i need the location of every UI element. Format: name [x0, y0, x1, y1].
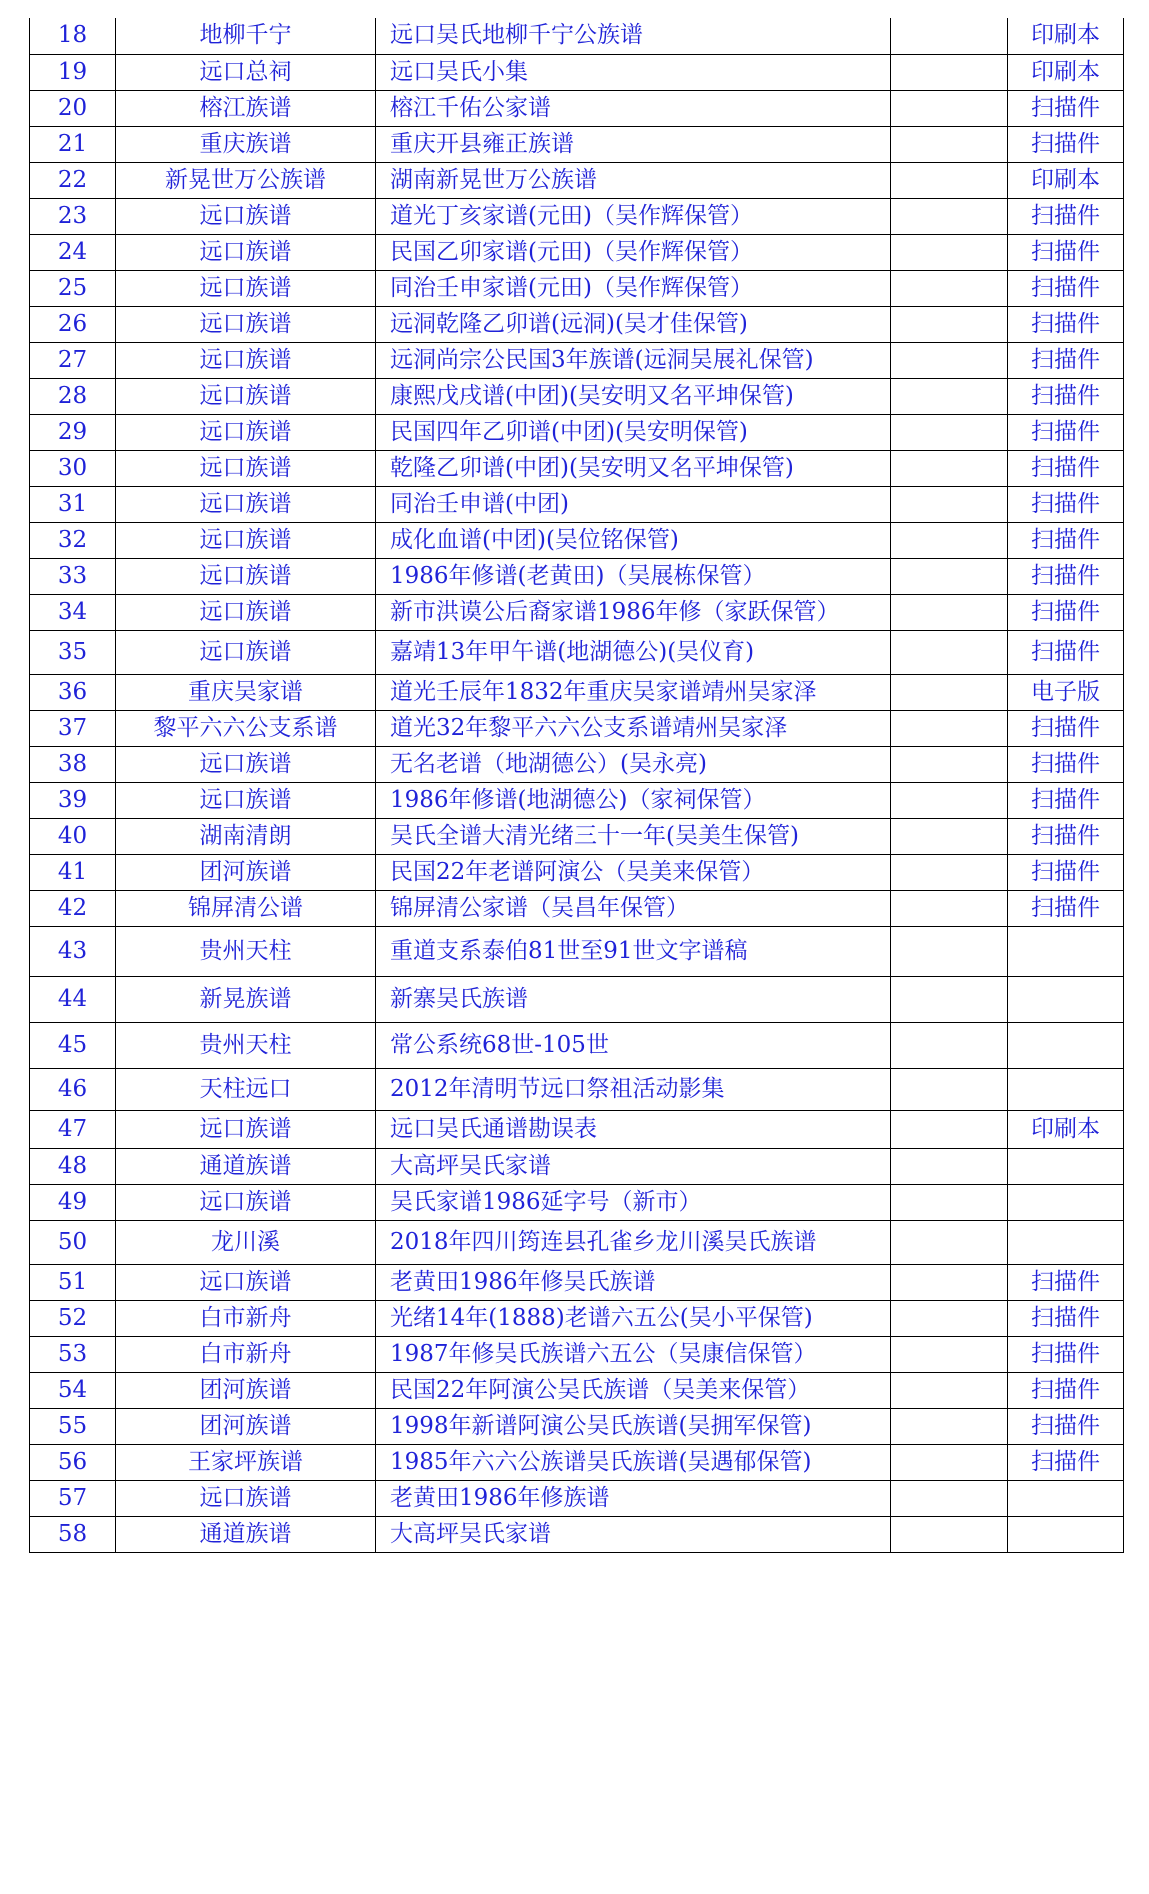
branch-cell: 新晃族谱 [116, 976, 376, 1022]
row-number-cell: 58 [30, 1516, 116, 1552]
table-row [30, 1068, 1124, 1110]
branch-cell: 远口总祠 [116, 54, 376, 90]
note-cell [891, 1336, 1008, 1372]
row-number-cell: 38 [30, 746, 116, 782]
table-row [30, 198, 1124, 234]
branch-cell: 湖南清朗 [116, 818, 376, 854]
table-row [30, 674, 1124, 710]
type-cell: 扫描件 [1008, 854, 1124, 890]
row-number-cell: 37 [30, 710, 116, 746]
branch-cell: 远口族谱 [116, 414, 376, 450]
branch-cell: 远口族谱 [116, 1110, 376, 1148]
table-row [30, 976, 1124, 1022]
row-number-cell: 24 [30, 234, 116, 270]
branch-cell: 锦屏清公谱 [116, 890, 376, 926]
title-cell: 常公系统68世-105世 [376, 1022, 891, 1068]
title-cell: 湖南新晃世万公族谱 [376, 162, 891, 198]
type-cell: 扫描件 [1008, 1264, 1124, 1300]
row-number-cell: 40 [30, 818, 116, 854]
row-number-cell: 36 [30, 674, 116, 710]
title-cell: 光绪14年(1888)老谱六五公(吴小平保管) [376, 1300, 891, 1336]
branch-cell: 团河族谱 [116, 854, 376, 890]
table-row [30, 126, 1124, 162]
row-number-cell: 51 [30, 1264, 116, 1300]
table-row [30, 630, 1124, 674]
note-cell [891, 1184, 1008, 1220]
note-cell [891, 54, 1008, 90]
row-number-cell: 29 [30, 414, 116, 450]
table-row [30, 486, 1124, 522]
note-cell [891, 1022, 1008, 1068]
genealogy-table [29, 18, 1124, 1553]
branch-cell: 远口族谱 [116, 1480, 376, 1516]
type-cell: 扫描件 [1008, 306, 1124, 342]
row-number-cell: 21 [30, 126, 116, 162]
branch-cell: 远口族谱 [116, 594, 376, 630]
title-cell: 2012年清明节远口祭祖活动影集 [376, 1068, 891, 1110]
type-cell: 扫描件 [1008, 126, 1124, 162]
row-number-cell: 23 [30, 198, 116, 234]
title-cell: 民国22年阿演公吴氏族谱（吴美来保管） [376, 1372, 891, 1408]
title-cell: 吴氏家谱1986延字号（新市） [376, 1184, 891, 1220]
table-body [30, 18, 1124, 1552]
note-cell [891, 854, 1008, 890]
table-row [30, 414, 1124, 450]
title-cell: 重道支系泰伯81世至91世文字谱稿 [376, 926, 891, 976]
table-row [30, 818, 1124, 854]
type-cell: 印刷本 [1008, 18, 1124, 54]
row-number-cell: 49 [30, 1184, 116, 1220]
note-cell [891, 486, 1008, 522]
note-cell [891, 270, 1008, 306]
row-number-cell: 44 [30, 976, 116, 1022]
branch-cell: 天柱远口 [116, 1068, 376, 1110]
note-cell [891, 126, 1008, 162]
branch-cell: 通道族谱 [116, 1516, 376, 1552]
note-cell [891, 90, 1008, 126]
branch-cell: 远口族谱 [116, 522, 376, 558]
note-cell [891, 306, 1008, 342]
branch-cell: 贵州天柱 [116, 1022, 376, 1068]
title-cell: 同治壬申家谱(元田)（吴作辉保管） [376, 270, 891, 306]
type-cell [1008, 1022, 1124, 1068]
type-cell: 印刷本 [1008, 54, 1124, 90]
title-cell: 大高坪吴氏家谱 [376, 1148, 891, 1184]
row-number-cell: 19 [30, 54, 116, 90]
type-cell: 扫描件 [1008, 1300, 1124, 1336]
note-cell [891, 746, 1008, 782]
note-cell [891, 1220, 1008, 1264]
title-cell: 远洞尚宗公民国3年族谱(远洞吴展礼保管) [376, 342, 891, 378]
type-cell: 扫描件 [1008, 746, 1124, 782]
branch-cell: 团河族谱 [116, 1408, 376, 1444]
title-cell: 1998年新谱阿演公吴氏族谱(吴拥军保管) [376, 1408, 891, 1444]
table-row [30, 594, 1124, 630]
table-row [30, 1110, 1124, 1148]
note-cell [891, 558, 1008, 594]
branch-cell: 地柳千宁 [116, 18, 376, 54]
title-cell: 远口吴氏地柳千宁公族谱 [376, 18, 891, 54]
branch-cell: 重庆吴家谱 [116, 674, 376, 710]
branch-cell: 远口族谱 [116, 746, 376, 782]
table-row [30, 270, 1124, 306]
type-cell: 扫描件 [1008, 594, 1124, 630]
type-cell: 扫描件 [1008, 234, 1124, 270]
branch-cell: 白市新舟 [116, 1336, 376, 1372]
row-number-cell: 25 [30, 270, 116, 306]
row-number-cell: 50 [30, 1220, 116, 1264]
note-cell [891, 1264, 1008, 1300]
type-cell [1008, 1148, 1124, 1184]
table-row [30, 890, 1124, 926]
table-row [30, 746, 1124, 782]
title-cell: 2018年四川筠连县孔雀乡龙川溪吴氏族谱 [376, 1220, 891, 1264]
type-cell [1008, 926, 1124, 976]
title-cell: 吴氏全谱大清光绪三十一年(吴美生保管) [376, 818, 891, 854]
branch-cell: 远口族谱 [116, 630, 376, 674]
type-cell [1008, 1516, 1124, 1552]
type-cell [1008, 1184, 1124, 1220]
branch-cell: 远口族谱 [116, 558, 376, 594]
note-cell [891, 1300, 1008, 1336]
branch-cell: 远口族谱 [116, 234, 376, 270]
table-row [30, 234, 1124, 270]
note-cell [891, 1480, 1008, 1516]
type-cell: 扫描件 [1008, 270, 1124, 306]
title-cell: 1985年六六公族谱吴氏族谱(吴遇郁保管) [376, 1444, 891, 1480]
title-cell: 无名老谱（地湖德公）(吴永亮) [376, 746, 891, 782]
branch-cell: 通道族谱 [116, 1148, 376, 1184]
table-row [30, 1336, 1124, 1372]
type-cell: 扫描件 [1008, 414, 1124, 450]
table-row [30, 1264, 1124, 1300]
branch-cell: 重庆族谱 [116, 126, 376, 162]
table-row [30, 54, 1124, 90]
row-number-cell: 53 [30, 1336, 116, 1372]
type-cell [1008, 1480, 1124, 1516]
type-cell: 扫描件 [1008, 558, 1124, 594]
table-row [30, 1022, 1124, 1068]
table-row [30, 1300, 1124, 1336]
table-row [30, 710, 1124, 746]
title-cell: 老黄田1986年修吴氏族谱 [376, 1264, 891, 1300]
note-cell [891, 450, 1008, 486]
row-number-cell: 35 [30, 630, 116, 674]
type-cell: 扫描件 [1008, 1444, 1124, 1480]
title-cell: 康熙戊戌谱(中团)(吴安明又名平坤保管) [376, 378, 891, 414]
type-cell [1008, 1068, 1124, 1110]
table-row [30, 378, 1124, 414]
table-row [30, 162, 1124, 198]
note-cell [891, 1068, 1008, 1110]
title-cell: 民国22年老谱阿演公（吴美来保管） [376, 854, 891, 890]
type-cell: 扫描件 [1008, 90, 1124, 126]
type-cell: 电子版 [1008, 674, 1124, 710]
branch-cell: 榕江族谱 [116, 90, 376, 126]
title-cell: 民国四年乙卯谱(中团)(吴安明保管) [376, 414, 891, 450]
note-cell [891, 1516, 1008, 1552]
table-row [30, 1184, 1124, 1220]
row-number-cell: 39 [30, 782, 116, 818]
branch-cell: 远口族谱 [116, 378, 376, 414]
row-number-cell: 31 [30, 486, 116, 522]
type-cell: 扫描件 [1008, 710, 1124, 746]
title-cell: 1986年修谱(老黄田)（吴展栋保管） [376, 558, 891, 594]
title-cell: 道光32年黎平六六公支系谱靖州吴家泽 [376, 710, 891, 746]
note-cell [891, 198, 1008, 234]
table-row [30, 1372, 1124, 1408]
title-cell: 嘉靖13年甲午谱(地湖德公)(吴仪育) [376, 630, 891, 674]
branch-cell: 龙川溪 [116, 1220, 376, 1264]
title-cell: 1987年修吴氏族谱六五公（吴康信保管） [376, 1336, 891, 1372]
title-cell: 新市洪谟公后裔家谱1986年修（家跃保管） [376, 594, 891, 630]
type-cell: 扫描件 [1008, 198, 1124, 234]
type-cell: 扫描件 [1008, 522, 1124, 558]
table-row [30, 558, 1124, 594]
type-cell: 扫描件 [1008, 782, 1124, 818]
type-cell: 扫描件 [1008, 890, 1124, 926]
table-row [30, 306, 1124, 342]
branch-cell: 新晃世万公族谱 [116, 162, 376, 198]
branch-cell: 白市新舟 [116, 1300, 376, 1336]
row-number-cell: 30 [30, 450, 116, 486]
branch-cell: 远口族谱 [116, 306, 376, 342]
title-cell: 锦屏清公家谱（吴昌年保管） [376, 890, 891, 926]
row-number-cell: 46 [30, 1068, 116, 1110]
branch-cell: 团河族谱 [116, 1372, 376, 1408]
type-cell: 印刷本 [1008, 1110, 1124, 1148]
title-cell: 1986年修谱(地湖德公)（家祠保管） [376, 782, 891, 818]
title-cell: 道光壬辰年1832年重庆吴家谱靖州吴家泽 [376, 674, 891, 710]
branch-cell: 远口族谱 [116, 342, 376, 378]
type-cell [1008, 976, 1124, 1022]
row-number-cell: 56 [30, 1444, 116, 1480]
note-cell [891, 890, 1008, 926]
table-row [30, 782, 1124, 818]
branch-cell: 远口族谱 [116, 486, 376, 522]
row-number-cell: 34 [30, 594, 116, 630]
note-cell [891, 1444, 1008, 1480]
row-number-cell: 47 [30, 1110, 116, 1148]
row-number-cell: 41 [30, 854, 116, 890]
row-number-cell: 28 [30, 378, 116, 414]
note-cell [891, 234, 1008, 270]
branch-cell: 贵州天柱 [116, 926, 376, 976]
table-row [30, 450, 1124, 486]
type-cell [1008, 1220, 1124, 1264]
branch-cell: 黎平六六公支系谱 [116, 710, 376, 746]
type-cell: 扫描件 [1008, 1336, 1124, 1372]
row-number-cell: 57 [30, 1480, 116, 1516]
note-cell [891, 976, 1008, 1022]
type-cell: 扫描件 [1008, 818, 1124, 854]
branch-cell: 远口族谱 [116, 450, 376, 486]
note-cell [891, 414, 1008, 450]
table-row [30, 1480, 1124, 1516]
branch-cell: 远口族谱 [116, 1184, 376, 1220]
note-cell [891, 674, 1008, 710]
note-cell [891, 782, 1008, 818]
note-cell [891, 1372, 1008, 1408]
note-cell [891, 630, 1008, 674]
note-cell [891, 1110, 1008, 1148]
row-number-cell: 33 [30, 558, 116, 594]
row-number-cell: 42 [30, 890, 116, 926]
table-row [30, 342, 1124, 378]
note-cell [891, 378, 1008, 414]
type-cell: 扫描件 [1008, 450, 1124, 486]
table-row [30, 1220, 1124, 1264]
title-cell: 远口吴氏小集 [376, 54, 891, 90]
row-number-cell: 55 [30, 1408, 116, 1444]
title-cell: 成化血谱(中团)(吴位铭保管) [376, 522, 891, 558]
type-cell: 印刷本 [1008, 162, 1124, 198]
title-cell: 榕江千佑公家谱 [376, 90, 891, 126]
type-cell: 扫描件 [1008, 630, 1124, 674]
note-cell [891, 594, 1008, 630]
title-cell: 民国乙卯家谱(元田)（吴作辉保管） [376, 234, 891, 270]
title-cell: 大高坪吴氏家谱 [376, 1516, 891, 1552]
note-cell [891, 162, 1008, 198]
row-number-cell: 48 [30, 1148, 116, 1184]
row-number-cell: 54 [30, 1372, 116, 1408]
row-number-cell: 52 [30, 1300, 116, 1336]
title-cell: 老黄田1986年修族谱 [376, 1480, 891, 1516]
note-cell [891, 18, 1008, 54]
branch-cell: 远口族谱 [116, 782, 376, 818]
row-number-cell: 27 [30, 342, 116, 378]
table-row [30, 1148, 1124, 1184]
type-cell: 扫描件 [1008, 342, 1124, 378]
title-cell: 乾隆乙卯谱(中团)(吴安明又名平坤保管) [376, 450, 891, 486]
note-cell [891, 710, 1008, 746]
branch-cell: 远口族谱 [116, 198, 376, 234]
title-cell: 远口吴氏通谱勘误表 [376, 1110, 891, 1148]
note-cell [891, 342, 1008, 378]
note-cell [891, 522, 1008, 558]
table-row [30, 522, 1124, 558]
row-number-cell: 26 [30, 306, 116, 342]
note-cell [891, 926, 1008, 976]
title-cell: 同治壬申谱(中团) [376, 486, 891, 522]
note-cell [891, 1148, 1008, 1184]
row-number-cell: 32 [30, 522, 116, 558]
table-row [30, 1516, 1124, 1552]
table-row [30, 90, 1124, 126]
type-cell: 扫描件 [1008, 486, 1124, 522]
title-cell: 新寨吴氏族谱 [376, 976, 891, 1022]
title-cell: 道光丁亥家谱(元田)（吴作辉保管） [376, 198, 891, 234]
type-cell: 扫描件 [1008, 378, 1124, 414]
table-row [30, 926, 1124, 976]
note-cell [891, 1408, 1008, 1444]
row-number-cell: 20 [30, 90, 116, 126]
note-cell [891, 818, 1008, 854]
row-number-cell: 22 [30, 162, 116, 198]
branch-cell: 远口族谱 [116, 1264, 376, 1300]
type-cell: 扫描件 [1008, 1372, 1124, 1408]
branch-cell: 王家坪族谱 [116, 1444, 376, 1480]
title-cell: 重庆开县雍正族谱 [376, 126, 891, 162]
table-row [30, 1408, 1124, 1444]
title-cell: 远洞乾隆乙卯谱(远洞)(吴才佳保管) [376, 306, 891, 342]
table-row [30, 1444, 1124, 1480]
table-row [30, 18, 1124, 54]
type-cell: 扫描件 [1008, 1408, 1124, 1444]
branch-cell: 远口族谱 [116, 270, 376, 306]
row-number-cell: 18 [30, 18, 116, 54]
row-number-cell: 43 [30, 926, 116, 976]
table-row [30, 854, 1124, 890]
row-number-cell: 45 [30, 1022, 116, 1068]
